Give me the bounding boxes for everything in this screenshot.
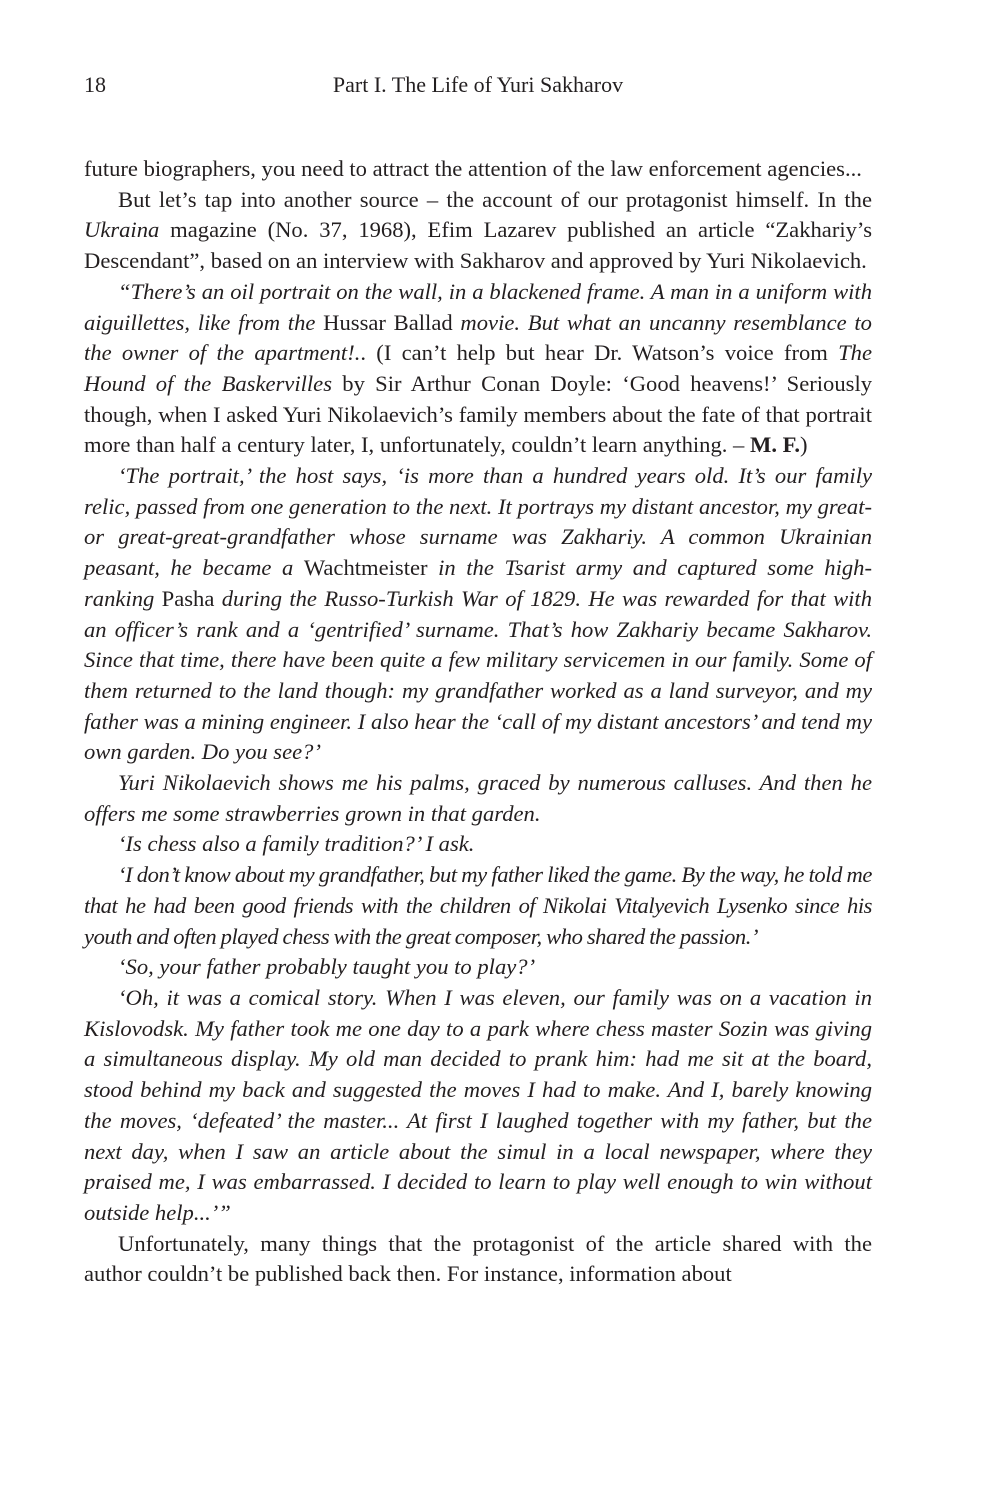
paragraph-unfortunately: Unfortunately, many things that the protagonist of the article shared with the author couldn’t be published back then. For instance, information about bbox=[84, 1230, 872, 1287]
book-title: The Hound of the Baskervilles bbox=[84, 340, 872, 396]
paragraph-lysenko: ‘I don’t know about my grandfather, but my father liked the game. By the way, he told me that he had been good friends with the children of Nikolai Vitalyevich Lysenko since his youth and often played chess with the great composer, who shared the passion.’ bbox=[84, 862, 872, 949]
running-title: Part I. The Life of Yuri Sakharov bbox=[332, 72, 624, 97]
paragraph-ancestor: ‘The portrait,’ the host says, ‘is more than a hundred years old. It’s our family relic, passed from one generation to the next. It portrays my distant ancestor, my great- or great-great-grandfather whose surname was Zakhariy. A common Ukrainian peasant, he became a Wachtmeister in the Tsarist army and captured some high-ranking Pasha during the Russo-Turkish War of 1829. He was rewarded for that with an officer’s rank and a ‘gentrified’ surname. That’s how Zakhariy became Sakharov. Since that time, there have been quite a few military servicemen in our family. Some of them returned to the land though: my grandfather worked as a land surveyor, and my father was a mining engineer. I also hear the ‘call of my distant ancestors’ and tend my own garden. Do you see?’ bbox=[84, 463, 873, 765]
paragraph-palms: Yuri Nikolaevich shows me his palms, graced by numerous calluses. And then he offers me some strawberries grown in that garden. bbox=[84, 770, 872, 826]
paragraph-question: ‘Is chess also a family tradition?’ I ask. bbox=[118, 831, 475, 857]
page-number: 18 bbox=[84, 72, 106, 97]
body-text bbox=[84, 154, 872, 1290]
paragraph-continuation: future biographers, you need to attract the attention of the law enforcement agencies... bbox=[84, 156, 862, 181]
paragraph-father-question: ‘So, your father probably taught you to play?’ bbox=[118, 954, 536, 980]
author-initials: M. F. bbox=[750, 432, 801, 458]
paragraph-source: But let’s tap into another source – the account of our protagonist himself. In the Ukraina magazine (No. 37, 1968), Efim Lazarev published an article “Zakhariy’s Descendant”, based on an interview with Sakharov and approved by Yuri Nikolaevich. bbox=[84, 186, 872, 274]
term-pasha: Pasha bbox=[161, 585, 215, 611]
term-wachtmeister: Wachtmeister bbox=[303, 555, 428, 581]
magazine-title: Ukraina bbox=[84, 217, 160, 243]
running-header bbox=[84, 68, 872, 102]
paragraph-portrait: “There’s an oil portrait on the wall, in a blackened frame. A man in a uniform with aiguillettes, like from the Hussar Ballad movie. But what an uncanny resemblance to the owner of the apartment!.. (I can’t help but hear Dr. Watson’s voice from The Hound of the Baskervilles by Sir Arthur Conan Doyle: ‘Good heavens!’ Seriously though, when I asked Yuri Nikolaevich’s family members about the fate of that portrait more than half a century later, I, unfortunately, couldn’t learn anything. – M. F.) bbox=[84, 278, 873, 458]
film-title: Hussar Ballad bbox=[323, 309, 453, 335]
paragraph-comical-story: ‘Oh, it was a comical story. When I was eleven, our family was on a vacation in Kislovodsk. My father took me one day to a park where chess master Sozin was giving a simultaneous display. My old man decided to prank him: had me sit at the board, stood behind my back and suggested the moves I had to make. And I, barely knowing the moves, ‘defeated’ the master... At first I laughed together with my father, but the next day, when I saw an article about the simul in a local newspaper, where they praised me, I was embarrassed. I decided to learn to play well enough to win without outside help...’” bbox=[84, 984, 872, 1225]
